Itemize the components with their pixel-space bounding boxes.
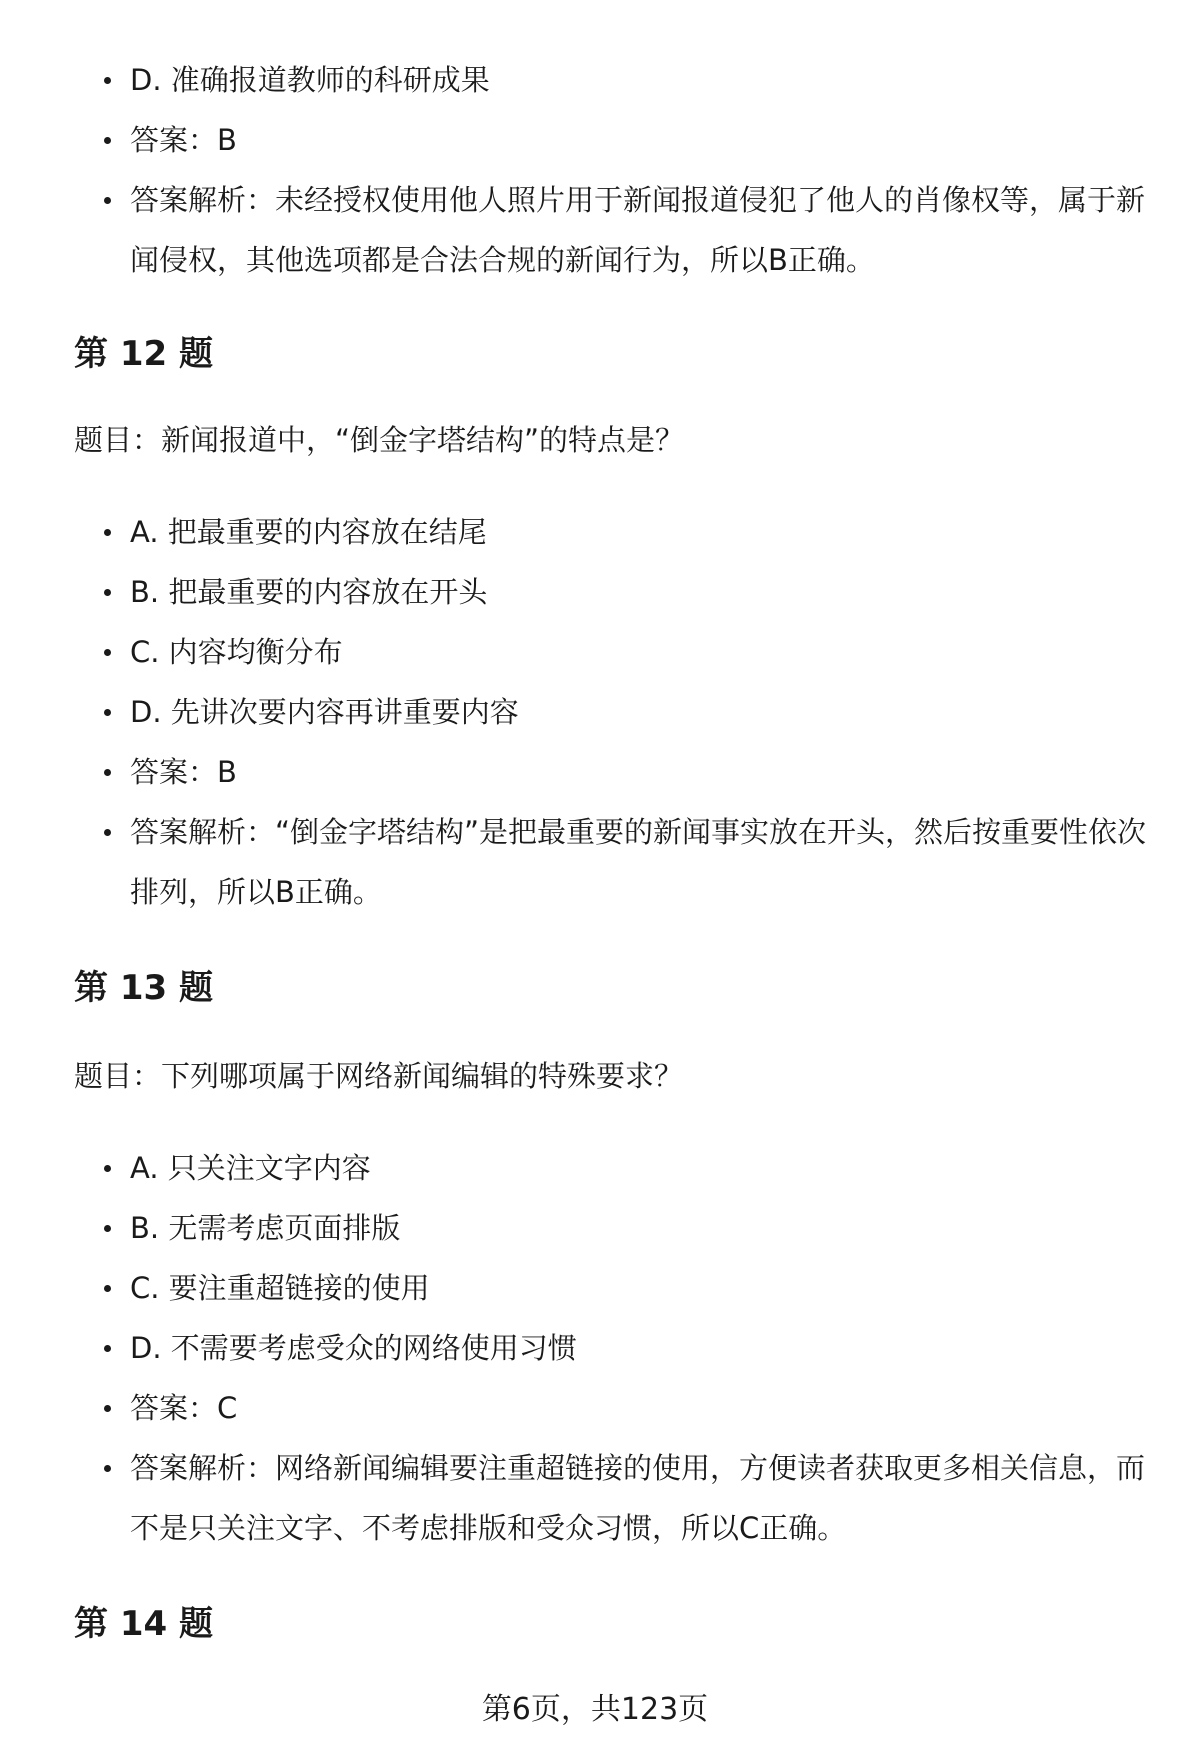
list-item: [74, 502, 1154, 562]
page-number-footer: 第6页，共123页: [481, 1692, 709, 1727]
answer-text: 答案：B: [130, 123, 237, 157]
list-item: [74, 1318, 1154, 1378]
option-b-text: B. 把最重要的内容放在开头: [130, 575, 488, 609]
list-item: [74, 742, 1154, 802]
list-item: [74, 110, 1154, 170]
bullet-icon: [104, 1225, 111, 1232]
option-a-text: A. 把最重要的内容放在结尾: [130, 515, 487, 549]
list-item: [74, 802, 1154, 922]
q13-option-list: [74, 1138, 1154, 1558]
option-d-text: D. 准确报道教师的科研成果: [130, 63, 490, 97]
q11-option-list: [74, 50, 1154, 290]
explanation-text: 答案解析：未经授权使用他人照片用于新闻报道侵犯了他人的肖像权等，属于新闻侵权，其他选项都是合法合规的新闻行为，所以B正确。: [130, 183, 1146, 277]
list-item: [74, 1198, 1154, 1258]
bullet-icon: [104, 137, 111, 144]
question-heading-12: 第 12 题: [74, 334, 213, 374]
answer-text: 答案：C: [130, 1391, 238, 1425]
list-item: [74, 1378, 1154, 1438]
bullet-icon: [104, 769, 111, 776]
option-d-text: D. 不需要考虑受众的网络使用习惯: [130, 1331, 577, 1365]
option-c-text: C. 要注重超链接的使用: [130, 1271, 430, 1305]
list-item: [74, 1258, 1154, 1318]
bullet-icon: [104, 589, 111, 596]
explanation-text: 答案解析：“倒金字塔结构”是把最重要的新闻事实放在开头，然后按重要性依次排列，所以B正确。: [130, 815, 1147, 909]
option-a-text: A. 只关注文字内容: [130, 1151, 371, 1185]
question-heading-14: 第 14 题: [74, 1604, 213, 1644]
q12-option-list: [74, 502, 1154, 922]
list-item: [74, 50, 1154, 110]
bullet-icon: [104, 197, 111, 204]
bullet-icon: [104, 709, 111, 716]
list-item: [74, 1138, 1154, 1198]
bullet-icon: [104, 1465, 111, 1472]
answer-text: 答案：B: [130, 755, 237, 789]
question-text-13: 题目：下列哪项属于网络新闻编辑的特殊要求？: [74, 1059, 684, 1093]
option-c-text: C. 内容均衡分布: [130, 635, 343, 669]
bullet-icon: [104, 1345, 111, 1352]
bullet-icon: [104, 1285, 111, 1292]
list-item: [74, 622, 1154, 682]
list-item: [74, 170, 1154, 290]
explanation-text: 答案解析：网络新闻编辑要注重超链接的使用，方便读者获取更多相关信息，而不是只关注文字、不考虑排版和受众习惯，所以C正确。: [130, 1451, 1146, 1545]
bullet-icon: [104, 1165, 111, 1172]
list-item: [74, 682, 1154, 742]
bullet-icon: [104, 649, 111, 656]
question-text-12: 题目：新闻报道中，“倒金字塔结构”的特点是？: [74, 423, 685, 457]
bullet-icon: [104, 529, 111, 536]
document-page: [74, 50, 1154, 1648]
list-item: [74, 562, 1154, 622]
list-item: [74, 1438, 1154, 1558]
option-d-text: D. 先讲次要内容再讲重要内容: [130, 695, 519, 729]
bullet-icon: [104, 1405, 111, 1412]
bullet-icon: [104, 77, 111, 84]
option-b-text: B. 无需考虑页面排版: [130, 1211, 401, 1245]
question-heading-13: 第 13 题: [74, 968, 213, 1008]
bullet-icon: [104, 829, 111, 836]
